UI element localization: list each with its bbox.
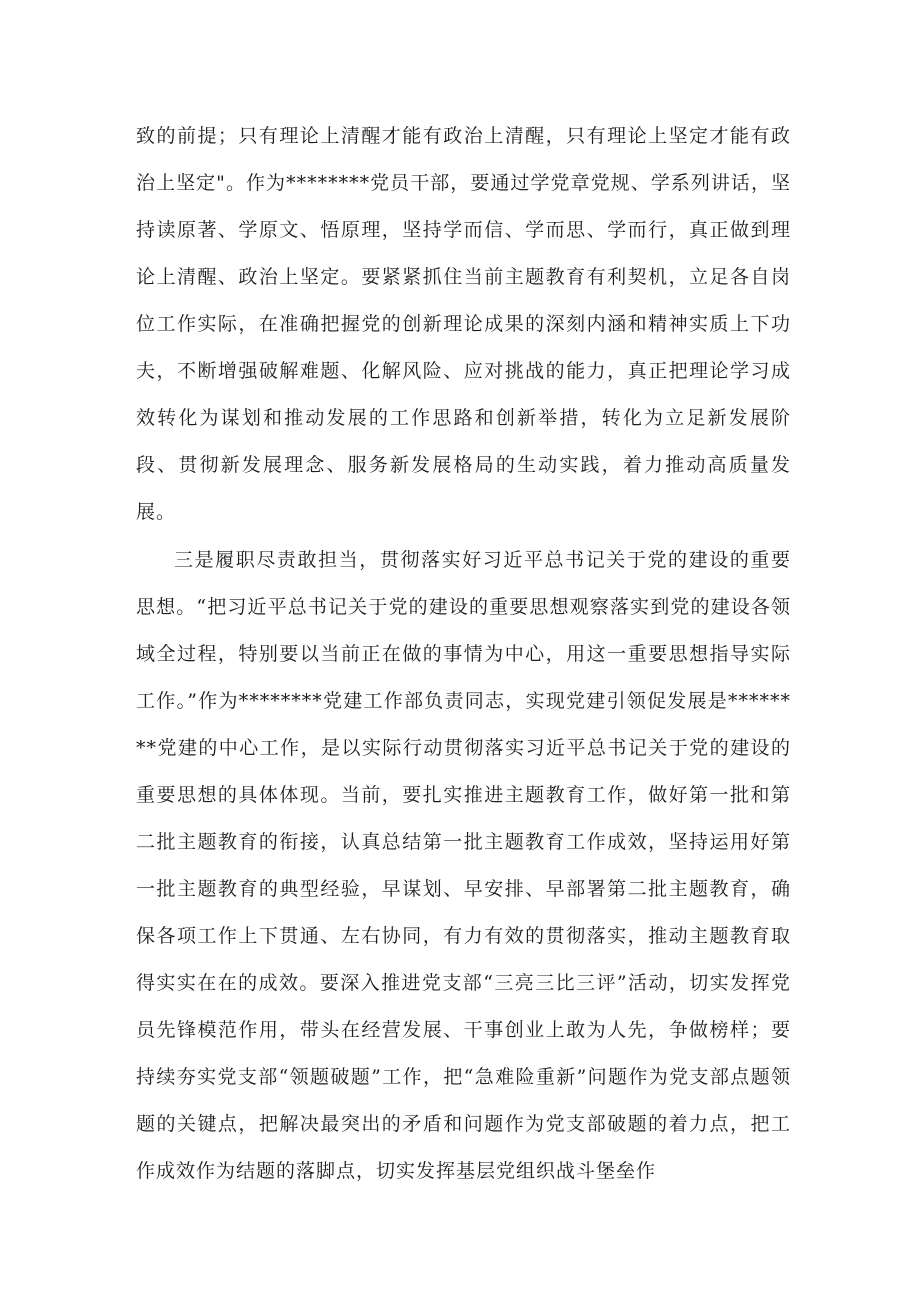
paragraph-continuation: 致的前提；只有理论上清醒才能有政治上清醒，只有理论上坚定才能有政治上坚定"。作为********党员干部，要通过学党章党规、学系列讲话，坚持读原著、学原文、悟原理，坚持学而信、学而思、学而行，真正做到理论上清醒、政治上坚定。要紧紧抓住当前主题教育有利契机，立足各自岗位工作实际，在准确把握党的创新理论成果的深刻内涵和精神实质上下功夫，不断增强破解难题、化解风险、应对挑战的能力，真正把理论学习成效转化为谋划和推动发展的工作思路和创新举措，转化为立足新发展阶段、贯彻新发展理念、服务新发展格局的生动实践，着力推动高质量发展。 bbox=[136, 125, 791, 523]
document-body bbox=[136, 113, 791, 1195]
paragraph-point-three: 三是履职尽责敢担当，贯彻落实好习近平总书记关于党的建设的重要思想。“把习近平总书记关于党的建设的重要思想观察落实到党的建设各领域全过程，特别要以当前正在做的事情为中心，用这一重要思想指导实际工作。”作为********党建工作部负责同志，实现党建引领促发展是********党建的中心工作，是以实际行动贯彻落实习近平总书记关于党的建设的重要思想的具体体现。当前，要扎实推进主题教育工作，做好第一批和第二批主题教育的衔接，认真总结第一批主题教育工作成效，坚持运用好第一批主题教育的典型经验，早谋划、早安排、早部署第二批主题教育，确保各项工作上下贯通、左右协同，有力有效的贯彻落实，推动主题教育取得实实在在的成效。要深入推进党支部“三亮三比三评”活动，切实发挥党员先锋模范作用，带头在经营发展、干事创业上敢为人先，争做榜样；要持续夯实党支部“领题破题”工作，把“急难险重新”问题作为党支部点题领题的关键点，把解决最突出的矛盾和问题作为党支部破题的着力点，把工作成效作为结题的落脚点，切实发挥基层党组织战斗堡垒作 bbox=[136, 549, 791, 1182]
